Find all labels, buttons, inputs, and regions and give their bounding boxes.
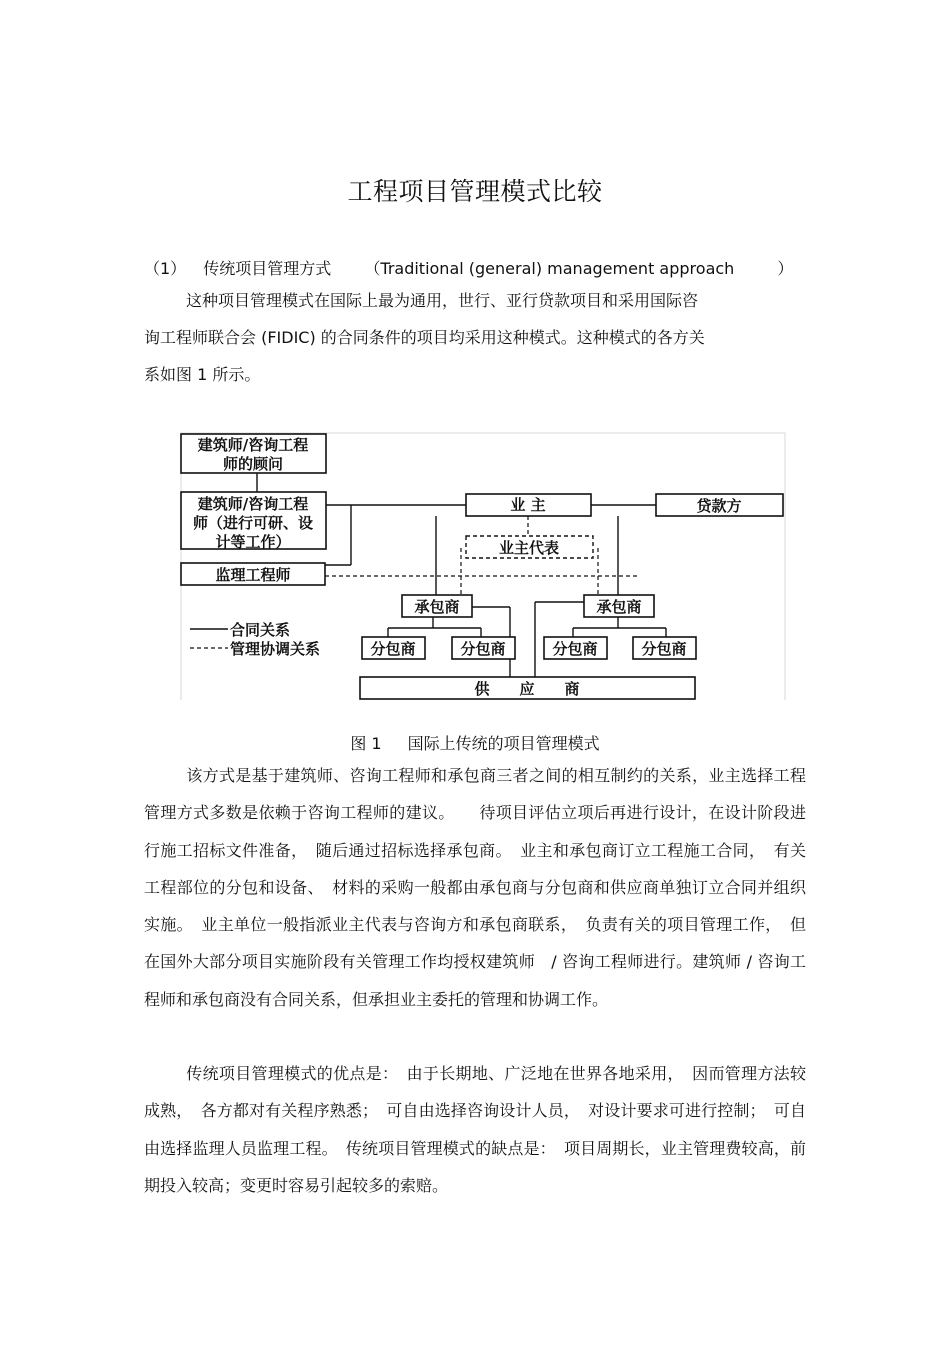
section-name: 传统项目管理方式 bbox=[203, 259, 332, 278]
owner-representative-label: 业主代表 bbox=[498, 539, 560, 557]
contractor-label-2: 承包商 bbox=[596, 598, 642, 616]
architect-consultant-label-3: 计等工作） bbox=[215, 533, 291, 551]
legend-contract-label: 合同关系 bbox=[230, 621, 291, 639]
architect-advisor-label-2: 师的顾问 bbox=[222, 455, 284, 473]
owner-label: 业 主 bbox=[510, 496, 546, 514]
section-heading bbox=[144, 256, 793, 279]
paragraph-pros-cons-text: 传统项目管理模式的优点是： 由于长期地、广泛地在世界各地采用， 因而管理方法较成熟， 各方都对有关程序熟悉； 可自由选择咨询设计人员， 对设计要求可进行控制； 可自由选择监理人员监理工程。 传统项目管理模式的缺点是： 项目周期长，业主管理费较高，前期投入较高；变更时容易引起较多的索赔。 bbox=[144, 1064, 806, 1195]
lender-label: 贷款方 bbox=[696, 497, 742, 515]
subcontractor-label-3: 分包商 bbox=[552, 640, 598, 658]
architect-consultant-label-2: 师（进行可研、设 bbox=[192, 514, 314, 532]
intro-line-1: 这种项目管理模式在国际上最为通用，世行、亚行贷款项目和采用国际咨 bbox=[186, 291, 699, 310]
figure-caption bbox=[0, 731, 950, 754]
paragraph-pros-cons bbox=[144, 1055, 806, 1204]
section-close-paren: ） bbox=[777, 259, 794, 278]
figure-caption-text: 国际上传统的项目管理模式 bbox=[407, 734, 600, 753]
subcontractor-label-1: 分包商 bbox=[370, 640, 416, 658]
section-number: （1） bbox=[144, 259, 187, 278]
document-title: 工程项目管理模式比较 bbox=[347, 177, 603, 206]
supplier-label: 供 应 商 bbox=[474, 680, 580, 698]
intro-line-2: 询工程师联合会 (FIDIC) 的合同条件的项目均采用这种模式。这种模式的各方关 bbox=[144, 328, 705, 347]
architect-advisor-label-1: 建筑师/咨询工程 bbox=[197, 436, 309, 454]
architect-consultant-label-1: 建筑师/咨询工程 bbox=[197, 495, 309, 513]
supervising-engineer-label: 监理工程师 bbox=[215, 566, 291, 584]
subcontractor-label-4: 分包商 bbox=[641, 640, 687, 658]
legend-management-label: 管理协调关系 bbox=[230, 640, 321, 658]
management-mode-diagram bbox=[178, 430, 788, 705]
figure-label: 图 1 bbox=[350, 734, 382, 753]
intro-line-3: 系如图 1 所示。 bbox=[144, 365, 261, 384]
section-english-name: （Traditional (general) management approach bbox=[364, 259, 735, 278]
paragraph-description-text: 该方式是基于建筑师、咨询工程师和承包商三者之间的相互制约的关系，业主选择工程管理方式多数是依赖于咨询工程师的建议。 待项目评估立项后再进行设计，在设计阶段进行施工招标文件准备， 随后通过招标选择承包商。 业主和承包商订立工程施工合同， 有关工程部位的分包和设备、 材料的采购一般都由承包商与分包商和供应商单独订立合同并组织实施。 业主单位一般指派业主代表与咨询方和承包商联系， 负责有关的项目管理工作， 但在国外大部分项目实施阶段有关管理工作均授权建筑师 / 咨询工程师进行。建筑师 / 咨询工程师和承包商没有合同关系，但承担业主委托的管理和协调工作。 bbox=[144, 766, 806, 1009]
paragraph-description bbox=[144, 757, 806, 1018]
contractor-label-1: 承包商 bbox=[414, 598, 460, 616]
subcontractor-label-2: 分包商 bbox=[460, 640, 506, 658]
